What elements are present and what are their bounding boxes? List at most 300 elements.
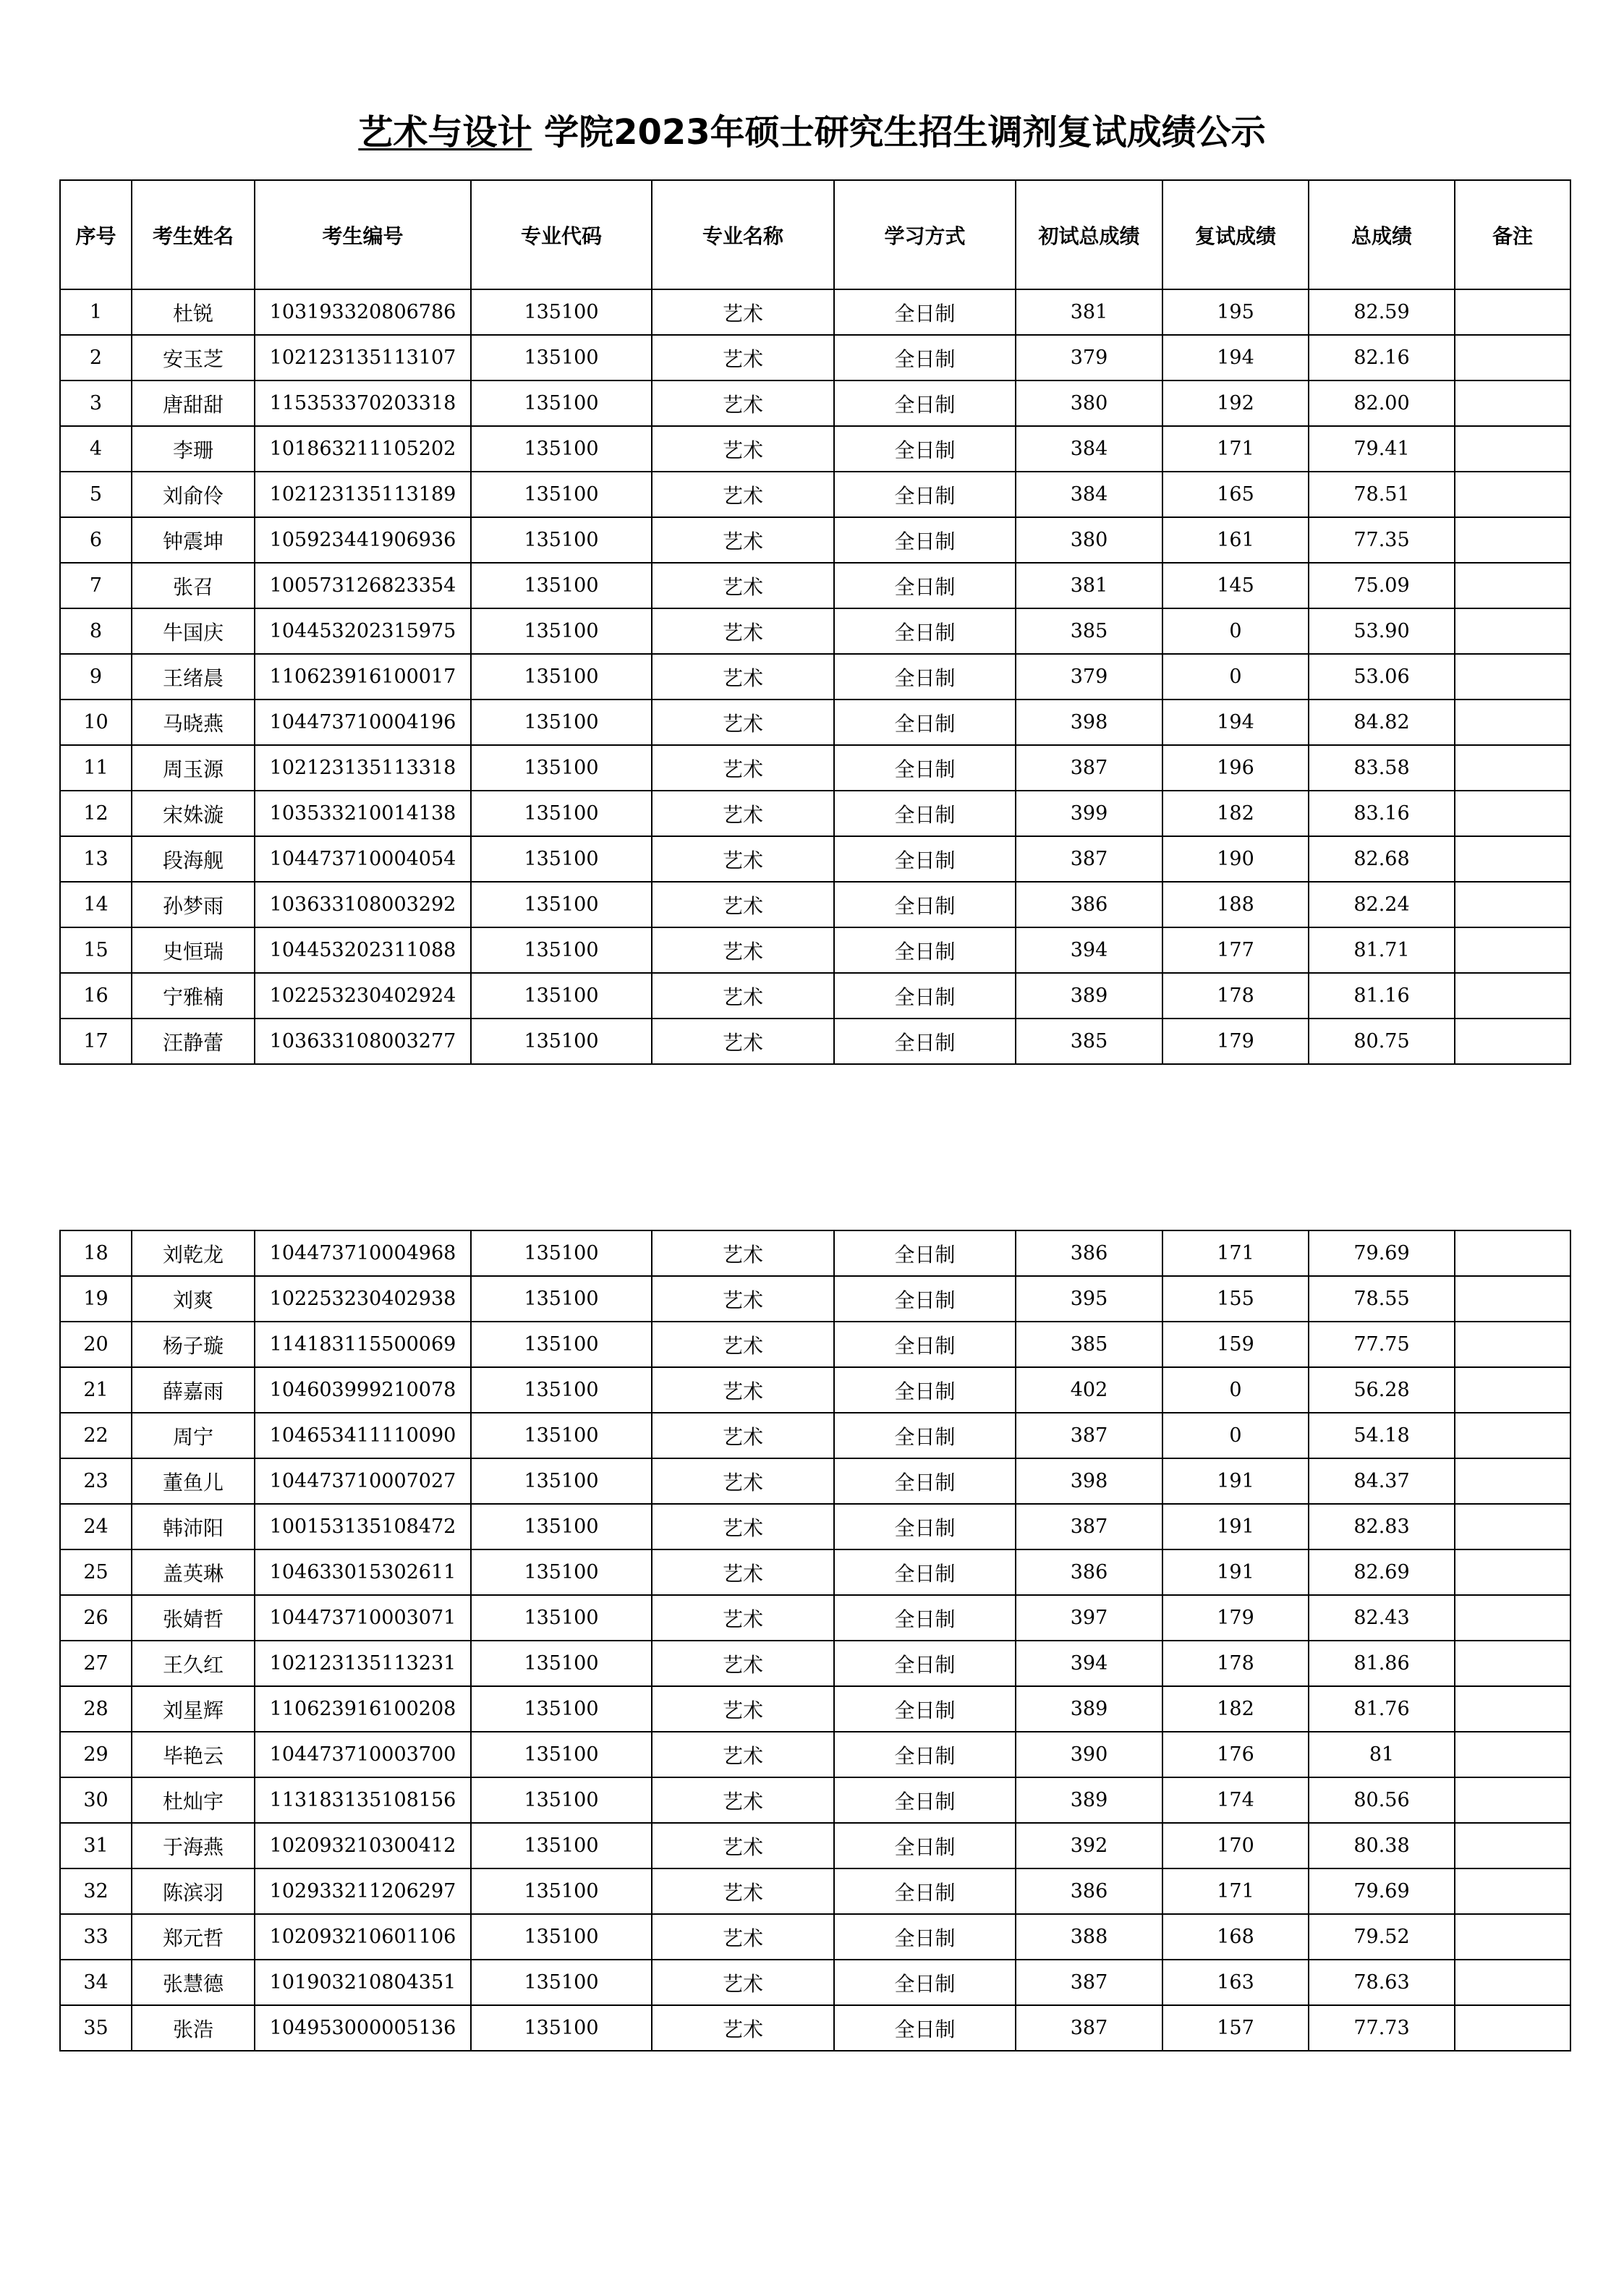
cell-total-score: 82.43 — [1309, 1595, 1455, 1641]
cell-name: 史恒瑞 — [132, 927, 255, 973]
table-row — [60, 882, 1570, 927]
header-total-score: 总成绩 — [1309, 180, 1455, 289]
cell-major-code: 135100 — [471, 927, 652, 973]
table-row — [60, 1322, 1570, 1367]
table-row — [60, 289, 1570, 335]
cell-remarks — [1455, 882, 1570, 927]
header-seq: 序号 — [60, 180, 132, 289]
cell-name: 段海舰 — [132, 836, 255, 882]
cell-remarks — [1455, 700, 1570, 745]
cell-total-score: 81.71 — [1309, 927, 1455, 973]
cell-initial-score: 381 — [1016, 563, 1162, 608]
table-header-row — [60, 180, 1570, 289]
cell-study-mode: 全日制 — [834, 1458, 1016, 1504]
cell-major-code: 135100 — [471, 1276, 652, 1322]
cell-remarks — [1455, 791, 1570, 836]
cell-initial-score: 395 — [1016, 1276, 1162, 1322]
cell-retest-score: 155 — [1162, 1276, 1309, 1322]
cell-name: 周玉源 — [132, 745, 255, 791]
cell-name: 张浩 — [132, 2005, 255, 2051]
cell-major-code: 135100 — [471, 1322, 652, 1367]
cell-seq: 5 — [60, 472, 132, 517]
cell-total-score: 81.76 — [1309, 1686, 1455, 1732]
cell-name: 刘乾龙 — [132, 1230, 255, 1276]
cell-remarks — [1455, 1413, 1570, 1458]
cell-exam-id: 102093210300412 — [255, 1823, 471, 1868]
cell-remarks — [1455, 472, 1570, 517]
cell-remarks — [1455, 563, 1570, 608]
cell-study-mode: 全日制 — [834, 335, 1016, 380]
cell-retest-score: 0 — [1162, 608, 1309, 654]
table-row — [60, 1777, 1570, 1823]
cell-seq: 19 — [60, 1276, 132, 1322]
cell-major-name: 艺术 — [652, 472, 834, 517]
cell-seq: 15 — [60, 927, 132, 973]
cell-study-mode: 全日制 — [834, 1367, 1016, 1413]
cell-study-mode: 全日制 — [834, 426, 1016, 472]
cell-exam-id: 104453202311088 — [255, 927, 471, 973]
cell-seq: 26 — [60, 1595, 132, 1641]
table-row — [60, 335, 1570, 380]
cell-remarks — [1455, 745, 1570, 791]
cell-seq: 7 — [60, 563, 132, 608]
cell-major-name: 艺术 — [652, 1019, 834, 1064]
cell-name: 杜锐 — [132, 289, 255, 335]
cell-initial-score: 385 — [1016, 1019, 1162, 1064]
cell-total-score: 84.37 — [1309, 1458, 1455, 1504]
table-row — [60, 517, 1570, 563]
cell-major-code: 135100 — [471, 1019, 652, 1064]
cell-major-name: 艺术 — [652, 1230, 834, 1276]
cell-retest-score: 176 — [1162, 1732, 1309, 1777]
cell-initial-score: 387 — [1016, 1504, 1162, 1549]
table-row — [60, 1595, 1570, 1641]
cell-retest-score: 170 — [1162, 1823, 1309, 1868]
cell-remarks — [1455, 927, 1570, 973]
cell-name: 安玉芝 — [132, 335, 255, 380]
cell-remarks — [1455, 1549, 1570, 1595]
header-initial-score: 初试总成绩 — [1016, 180, 1162, 289]
cell-total-score: 81.16 — [1309, 973, 1455, 1019]
cell-remarks — [1455, 1914, 1570, 1960]
table-row — [60, 745, 1570, 791]
cell-total-score: 82.00 — [1309, 380, 1455, 426]
cell-name: 宋姝漩 — [132, 791, 255, 836]
cell-remarks — [1455, 517, 1570, 563]
cell-retest-score: 171 — [1162, 426, 1309, 472]
cell-study-mode: 全日制 — [834, 1413, 1016, 1458]
cell-exam-id: 103633108003292 — [255, 882, 471, 927]
cell-total-score: 77.73 — [1309, 2005, 1455, 2051]
cell-name: 宁雅楠 — [132, 973, 255, 1019]
cell-name: 王久红 — [132, 1641, 255, 1686]
cell-seq: 2 — [60, 335, 132, 380]
cell-major-code: 135100 — [471, 1230, 652, 1276]
table-row — [60, 1914, 1570, 1960]
cell-total-score: 77.35 — [1309, 517, 1455, 563]
cell-major-name: 艺术 — [652, 745, 834, 791]
cell-major-code: 135100 — [471, 2005, 652, 2051]
cell-major-name: 艺术 — [652, 1549, 834, 1595]
cell-study-mode: 全日制 — [834, 1732, 1016, 1777]
cell-major-name: 艺术 — [652, 654, 834, 700]
table-row — [60, 2005, 1570, 2051]
cell-retest-score: 171 — [1162, 1230, 1309, 1276]
table-row — [60, 380, 1570, 426]
cell-initial-score: 380 — [1016, 517, 1162, 563]
cell-major-code: 135100 — [471, 1413, 652, 1458]
cell-total-score: 79.52 — [1309, 1914, 1455, 1960]
cell-exam-id: 104653411110090 — [255, 1413, 471, 1458]
cell-study-mode: 全日制 — [834, 563, 1016, 608]
cell-major-code: 135100 — [471, 791, 652, 836]
cell-total-score: 56.28 — [1309, 1367, 1455, 1413]
cell-major-code: 135100 — [471, 1823, 652, 1868]
cell-study-mode: 全日制 — [834, 1549, 1016, 1595]
cell-exam-id: 104473710003700 — [255, 1732, 471, 1777]
cell-initial-score: 387 — [1016, 1413, 1162, 1458]
cell-remarks — [1455, 1868, 1570, 1914]
table-body-part-2 — [60, 1230, 1570, 2051]
cell-name: 董鱼儿 — [132, 1458, 255, 1504]
cell-retest-score: 190 — [1162, 836, 1309, 882]
cell-study-mode: 全日制 — [834, 1641, 1016, 1686]
cell-exam-id: 115353370203318 — [255, 380, 471, 426]
cell-major-name: 艺术 — [652, 1504, 834, 1549]
cell-remarks — [1455, 1019, 1570, 1064]
table-row — [60, 563, 1570, 608]
cell-study-mode: 全日制 — [834, 517, 1016, 563]
table-row — [60, 1823, 1570, 1868]
cell-major-name: 艺术 — [652, 791, 834, 836]
table-row — [60, 472, 1570, 517]
cell-retest-score: 194 — [1162, 700, 1309, 745]
cell-seq: 4 — [60, 426, 132, 472]
cell-initial-score: 389 — [1016, 1686, 1162, 1732]
cell-major-name: 艺术 — [652, 836, 834, 882]
cell-retest-score: 178 — [1162, 973, 1309, 1019]
cell-initial-score: 379 — [1016, 654, 1162, 700]
table-row — [60, 608, 1570, 654]
cell-retest-score: 0 — [1162, 654, 1309, 700]
cell-major-code: 135100 — [471, 1960, 652, 2005]
cell-name: 汪静蕾 — [132, 1019, 255, 1064]
cell-initial-score: 398 — [1016, 1458, 1162, 1504]
cell-major-code: 135100 — [471, 973, 652, 1019]
cell-major-code: 135100 — [471, 335, 652, 380]
cell-initial-score: 381 — [1016, 289, 1162, 335]
cell-study-mode: 全日制 — [834, 380, 1016, 426]
cell-study-mode: 全日制 — [834, 1276, 1016, 1322]
cell-seq: 18 — [60, 1230, 132, 1276]
cell-major-code: 135100 — [471, 1868, 652, 1914]
cell-major-code: 135100 — [471, 517, 652, 563]
cell-seq: 21 — [60, 1367, 132, 1413]
cell-total-score: 81.86 — [1309, 1641, 1455, 1686]
cell-seq: 24 — [60, 1504, 132, 1549]
cell-exam-id: 102123135113231 — [255, 1641, 471, 1686]
cell-initial-score: 398 — [1016, 700, 1162, 745]
cell-remarks — [1455, 1732, 1570, 1777]
cell-major-name: 艺术 — [652, 1595, 834, 1641]
cell-exam-id: 104473710004968 — [255, 1230, 471, 1276]
score-table-part-1 — [59, 179, 1571, 1065]
cell-remarks — [1455, 1823, 1570, 1868]
cell-major-name: 艺术 — [652, 927, 834, 973]
cell-remarks — [1455, 1686, 1570, 1732]
cell-major-code: 135100 — [471, 1549, 652, 1595]
title-college: 艺术与设计 — [358, 112, 532, 153]
header-exam-id: 考生编号 — [255, 180, 471, 289]
cell-exam-id: 114183115500069 — [255, 1322, 471, 1367]
cell-major-name: 艺术 — [652, 289, 834, 335]
cell-total-score: 78.63 — [1309, 1960, 1455, 2005]
cell-seq: 27 — [60, 1641, 132, 1686]
cell-initial-score: 386 — [1016, 882, 1162, 927]
cell-initial-score: 385 — [1016, 608, 1162, 654]
cell-major-name: 艺术 — [652, 1823, 834, 1868]
cell-study-mode: 全日制 — [834, 1322, 1016, 1367]
cell-seq: 34 — [60, 1960, 132, 2005]
cell-total-score: 80.75 — [1309, 1019, 1455, 1064]
cell-total-score: 80.56 — [1309, 1777, 1455, 1823]
table-row — [60, 1413, 1570, 1458]
cell-exam-id: 100153135108472 — [255, 1504, 471, 1549]
cell-major-code: 135100 — [471, 745, 652, 791]
cell-name: 刘俞伶 — [132, 472, 255, 517]
cell-total-score: 82.24 — [1309, 882, 1455, 927]
cell-major-name: 艺术 — [652, 563, 834, 608]
cell-initial-score: 392 — [1016, 1823, 1162, 1868]
cell-major-name: 艺术 — [652, 1322, 834, 1367]
cell-exam-id: 101863211105202 — [255, 426, 471, 472]
cell-retest-score: 192 — [1162, 380, 1309, 426]
cell-retest-score: 194 — [1162, 335, 1309, 380]
cell-major-name: 艺术 — [652, 1686, 834, 1732]
table-row — [60, 654, 1570, 700]
title-text: 学院2023年硕士研究生招生调剂复试成绩公示 — [544, 112, 1266, 153]
cell-study-mode: 全日制 — [834, 927, 1016, 973]
cell-major-name: 艺术 — [652, 1960, 834, 2005]
cell-exam-id: 102123135113189 — [255, 472, 471, 517]
cell-major-name: 艺术 — [652, 335, 834, 380]
cell-major-name: 艺术 — [652, 2005, 834, 2051]
cell-name: 陈滨羽 — [132, 1868, 255, 1914]
cell-study-mode: 全日制 — [834, 1504, 1016, 1549]
cell-retest-score: 191 — [1162, 1458, 1309, 1504]
table-row — [60, 1868, 1570, 1914]
header-retest-score: 复试成绩 — [1162, 180, 1309, 289]
header-remarks: 备注 — [1455, 180, 1570, 289]
cell-seq: 35 — [60, 2005, 132, 2051]
cell-major-code: 135100 — [471, 1777, 652, 1823]
cell-study-mode: 全日制 — [834, 2005, 1016, 2051]
cell-major-code: 135100 — [471, 1732, 652, 1777]
cell-exam-id: 103193320806786 — [255, 289, 471, 335]
cell-initial-score: 389 — [1016, 1777, 1162, 1823]
cell-exam-id: 100573126823354 — [255, 563, 471, 608]
cell-initial-score: 386 — [1016, 1549, 1162, 1595]
cell-retest-score: 182 — [1162, 1686, 1309, 1732]
header-name: 考生姓名 — [132, 180, 255, 289]
cell-retest-score: 191 — [1162, 1504, 1309, 1549]
cell-major-code: 135100 — [471, 608, 652, 654]
cell-remarks — [1455, 1504, 1570, 1549]
cell-major-code: 135100 — [471, 1686, 652, 1732]
table-row — [60, 1367, 1570, 1413]
table-row — [60, 1019, 1570, 1064]
cell-total-score: 82.69 — [1309, 1549, 1455, 1595]
cell-remarks — [1455, 335, 1570, 380]
cell-name: 盖英琳 — [132, 1549, 255, 1595]
cell-major-name: 艺术 — [652, 973, 834, 1019]
cell-seq: 17 — [60, 1019, 132, 1064]
cell-name: 杜灿宇 — [132, 1777, 255, 1823]
cell-seq: 11 — [60, 745, 132, 791]
cell-remarks — [1455, 1777, 1570, 1823]
cell-major-name: 艺术 — [652, 1914, 834, 1960]
cell-exam-id: 104953000005136 — [255, 2005, 471, 2051]
cell-major-code: 135100 — [471, 289, 652, 335]
cell-initial-score: 380 — [1016, 380, 1162, 426]
cell-retest-score: 168 — [1162, 1914, 1309, 1960]
cell-major-name: 艺术 — [652, 1276, 834, 1322]
cell-study-mode: 全日制 — [834, 1019, 1016, 1064]
cell-study-mode: 全日制 — [834, 700, 1016, 745]
cell-initial-score: 384 — [1016, 426, 1162, 472]
cell-remarks — [1455, 380, 1570, 426]
cell-initial-score: 384 — [1016, 472, 1162, 517]
cell-retest-score: 0 — [1162, 1413, 1309, 1458]
table-row — [60, 1686, 1570, 1732]
cell-major-code: 135100 — [471, 1595, 652, 1641]
cell-remarks — [1455, 289, 1570, 335]
cell-seq: 22 — [60, 1413, 132, 1458]
cell-retest-score: 161 — [1162, 517, 1309, 563]
cell-major-code: 135100 — [471, 1914, 652, 1960]
cell-remarks — [1455, 1458, 1570, 1504]
cell-exam-id: 105923441906936 — [255, 517, 471, 563]
cell-major-name: 艺术 — [652, 700, 834, 745]
cell-name: 韩沛阳 — [132, 1504, 255, 1549]
cell-initial-score: 386 — [1016, 1868, 1162, 1914]
cell-initial-score: 386 — [1016, 1230, 1162, 1276]
cell-retest-score: 0 — [1162, 1367, 1309, 1413]
table-row — [60, 1276, 1570, 1322]
cell-initial-score: 389 — [1016, 973, 1162, 1019]
cell-total-score: 79.69 — [1309, 1868, 1455, 1914]
cell-initial-score: 388 — [1016, 1914, 1162, 1960]
cell-retest-score: 159 — [1162, 1322, 1309, 1367]
cell-exam-id: 104603999210078 — [255, 1367, 471, 1413]
cell-study-mode: 全日制 — [834, 1914, 1016, 1960]
table-body-part-1 — [60, 289, 1570, 1064]
cell-exam-id: 104473710004054 — [255, 836, 471, 882]
cell-exam-id: 110623916100017 — [255, 654, 471, 700]
cell-total-score: 83.58 — [1309, 745, 1455, 791]
cell-seq: 14 — [60, 882, 132, 927]
cell-total-score: 79.69 — [1309, 1230, 1455, 1276]
cell-remarks — [1455, 836, 1570, 882]
cell-remarks — [1455, 608, 1570, 654]
cell-seq: 28 — [60, 1686, 132, 1732]
cell-major-name: 艺术 — [652, 380, 834, 426]
cell-major-name: 艺术 — [652, 1641, 834, 1686]
cell-retest-score: 182 — [1162, 791, 1309, 836]
cell-study-mode: 全日制 — [834, 745, 1016, 791]
cell-seq: 9 — [60, 654, 132, 700]
cell-exam-id: 102093210601106 — [255, 1914, 471, 1960]
cell-major-code: 135100 — [471, 426, 652, 472]
cell-remarks — [1455, 973, 1570, 1019]
cell-exam-id: 103533210014138 — [255, 791, 471, 836]
cell-name: 周宁 — [132, 1413, 255, 1458]
cell-total-score: 84.82 — [1309, 700, 1455, 745]
cell-name: 牛国庆 — [132, 608, 255, 654]
cell-seq: 20 — [60, 1322, 132, 1367]
cell-total-score: 82.68 — [1309, 836, 1455, 882]
header-study-mode: 学习方式 — [834, 180, 1016, 289]
cell-total-score: 82.16 — [1309, 335, 1455, 380]
table-row — [60, 1732, 1570, 1777]
cell-study-mode: 全日制 — [834, 472, 1016, 517]
cell-major-code: 135100 — [471, 1641, 652, 1686]
cell-study-mode: 全日制 — [834, 1823, 1016, 1868]
cell-name: 薛嘉雨 — [132, 1367, 255, 1413]
cell-major-code: 135100 — [471, 1458, 652, 1504]
cell-name: 张召 — [132, 563, 255, 608]
cell-major-name: 艺术 — [652, 1413, 834, 1458]
cell-retest-score: 163 — [1162, 1960, 1309, 2005]
cell-exam-id: 113183135108156 — [255, 1777, 471, 1823]
header-major-code: 专业代码 — [471, 180, 652, 289]
cell-initial-score: 387 — [1016, 745, 1162, 791]
cell-major-name: 艺术 — [652, 1732, 834, 1777]
cell-major-code: 135100 — [471, 380, 652, 426]
cell-seq: 13 — [60, 836, 132, 882]
cell-seq: 29 — [60, 1732, 132, 1777]
cell-seq: 6 — [60, 517, 132, 563]
cell-initial-score: 379 — [1016, 335, 1162, 380]
cell-name: 张慧德 — [132, 1960, 255, 2005]
cell-study-mode: 全日制 — [834, 289, 1016, 335]
cell-exam-id: 104473710003071 — [255, 1595, 471, 1641]
cell-name: 王绪晨 — [132, 654, 255, 700]
cell-seq: 32 — [60, 1868, 132, 1914]
header-major-name: 专业名称 — [652, 180, 834, 289]
cell-major-code: 135100 — [471, 472, 652, 517]
cell-total-score: 80.38 — [1309, 1823, 1455, 1868]
cell-total-score: 75.09 — [1309, 563, 1455, 608]
cell-seq: 30 — [60, 1777, 132, 1823]
cell-retest-score: 165 — [1162, 472, 1309, 517]
table-row — [60, 1458, 1570, 1504]
cell-initial-score: 402 — [1016, 1367, 1162, 1413]
cell-total-score: 82.59 — [1309, 289, 1455, 335]
cell-exam-id: 101903210804351 — [255, 1960, 471, 2005]
cell-exam-id: 102123135113318 — [255, 745, 471, 791]
cell-total-score: 77.75 — [1309, 1322, 1455, 1367]
cell-remarks — [1455, 1641, 1570, 1686]
cell-major-code: 135100 — [471, 1504, 652, 1549]
cell-initial-score: 399 — [1016, 791, 1162, 836]
cell-seq: 31 — [60, 1823, 132, 1868]
cell-exam-id: 103633108003277 — [255, 1019, 471, 1064]
cell-study-mode: 全日制 — [834, 1230, 1016, 1276]
cell-exam-id: 102253230402938 — [255, 1276, 471, 1322]
cell-name: 郑元哲 — [132, 1914, 255, 1960]
cell-major-code: 135100 — [471, 836, 652, 882]
